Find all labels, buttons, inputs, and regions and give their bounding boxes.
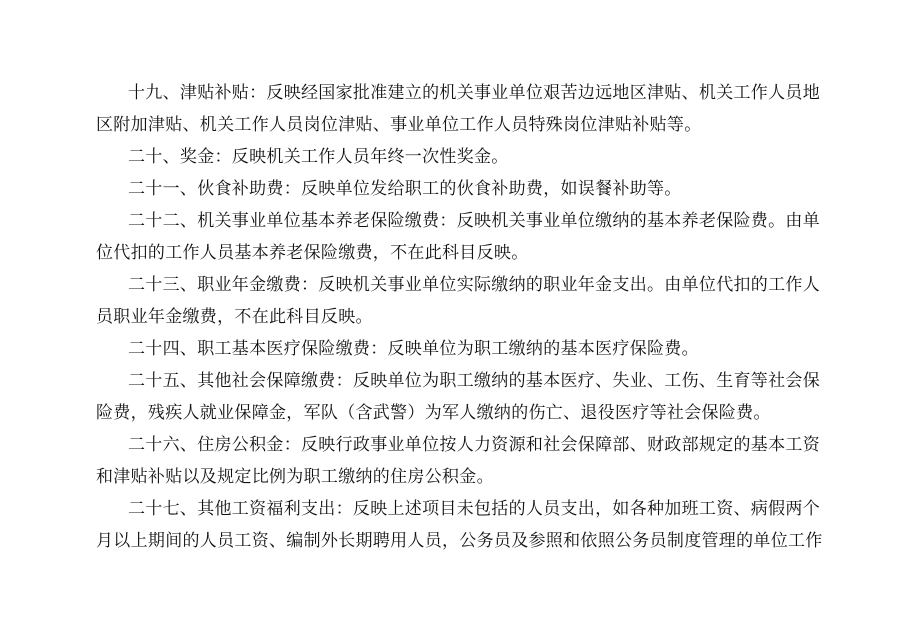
text-line: 和津贴补贴以及规定比例为职工缴纳的住房公积金。 — [96, 467, 494, 487]
text-line: 二十一、伙食补助费：反映单位发给职工的伙食补助费，如误餐补助等。 — [128, 179, 682, 199]
text-line: 月以上期间的人员工资、编制外长期聘用人员，公务员及参照和依照公务员制度管理的单位工作 — [96, 531, 823, 551]
text-line: 二十七、其他工资福利支出：反映上述项目未包括的人员支出，如各种加班工资、病假两个 — [128, 499, 820, 519]
text-line: 二十五、其他社会保障缴费：反映单位为职工缴纳的基本医疗、失业、工伤、生育等社会保 — [128, 371, 820, 391]
text-line: 位代扣的工作人员基本养老保险缴费，不在此科目反映。 — [96, 243, 529, 263]
text-line: 十九、津贴补贴：反映经国家批准建立的机关事业单位艰苦边远地区津贴、机关工作人员地 — [128, 83, 820, 103]
text-line: 区附加津贴、机关工作人员岗位津贴、事业单位工作人员特殊岗位津贴补贴等。 — [96, 115, 702, 135]
text-line: 二十、奖金：反映机关工作人员年终一次性奖金。 — [128, 147, 509, 167]
text-line: 险费，残疾人就业保障金，军队（含武警）为军人缴纳的伤亡、退役医疗等社会保险费。 — [96, 403, 771, 423]
text-line: 员职业年金缴费，不在此科目反映。 — [96, 307, 373, 327]
text-line: 二十六、住房公积金：反映行政事业单位按人力资源和社会保障部、财政部规定的基本工资 — [128, 435, 820, 455]
text-line: 二十三、职业年金缴费：反映机关事业单位实际缴纳的职业年金支出。由单位代扣的工作人 — [128, 275, 820, 295]
text-line: 二十二、机关事业单位基本养老保险缴费：反映机关事业单位缴纳的基本养老保险费。由单 — [128, 211, 820, 231]
text-line: 二十四、职工基本医疗保险缴费：反映单位为职工缴纳的基本医疗保险费。 — [128, 339, 699, 359]
